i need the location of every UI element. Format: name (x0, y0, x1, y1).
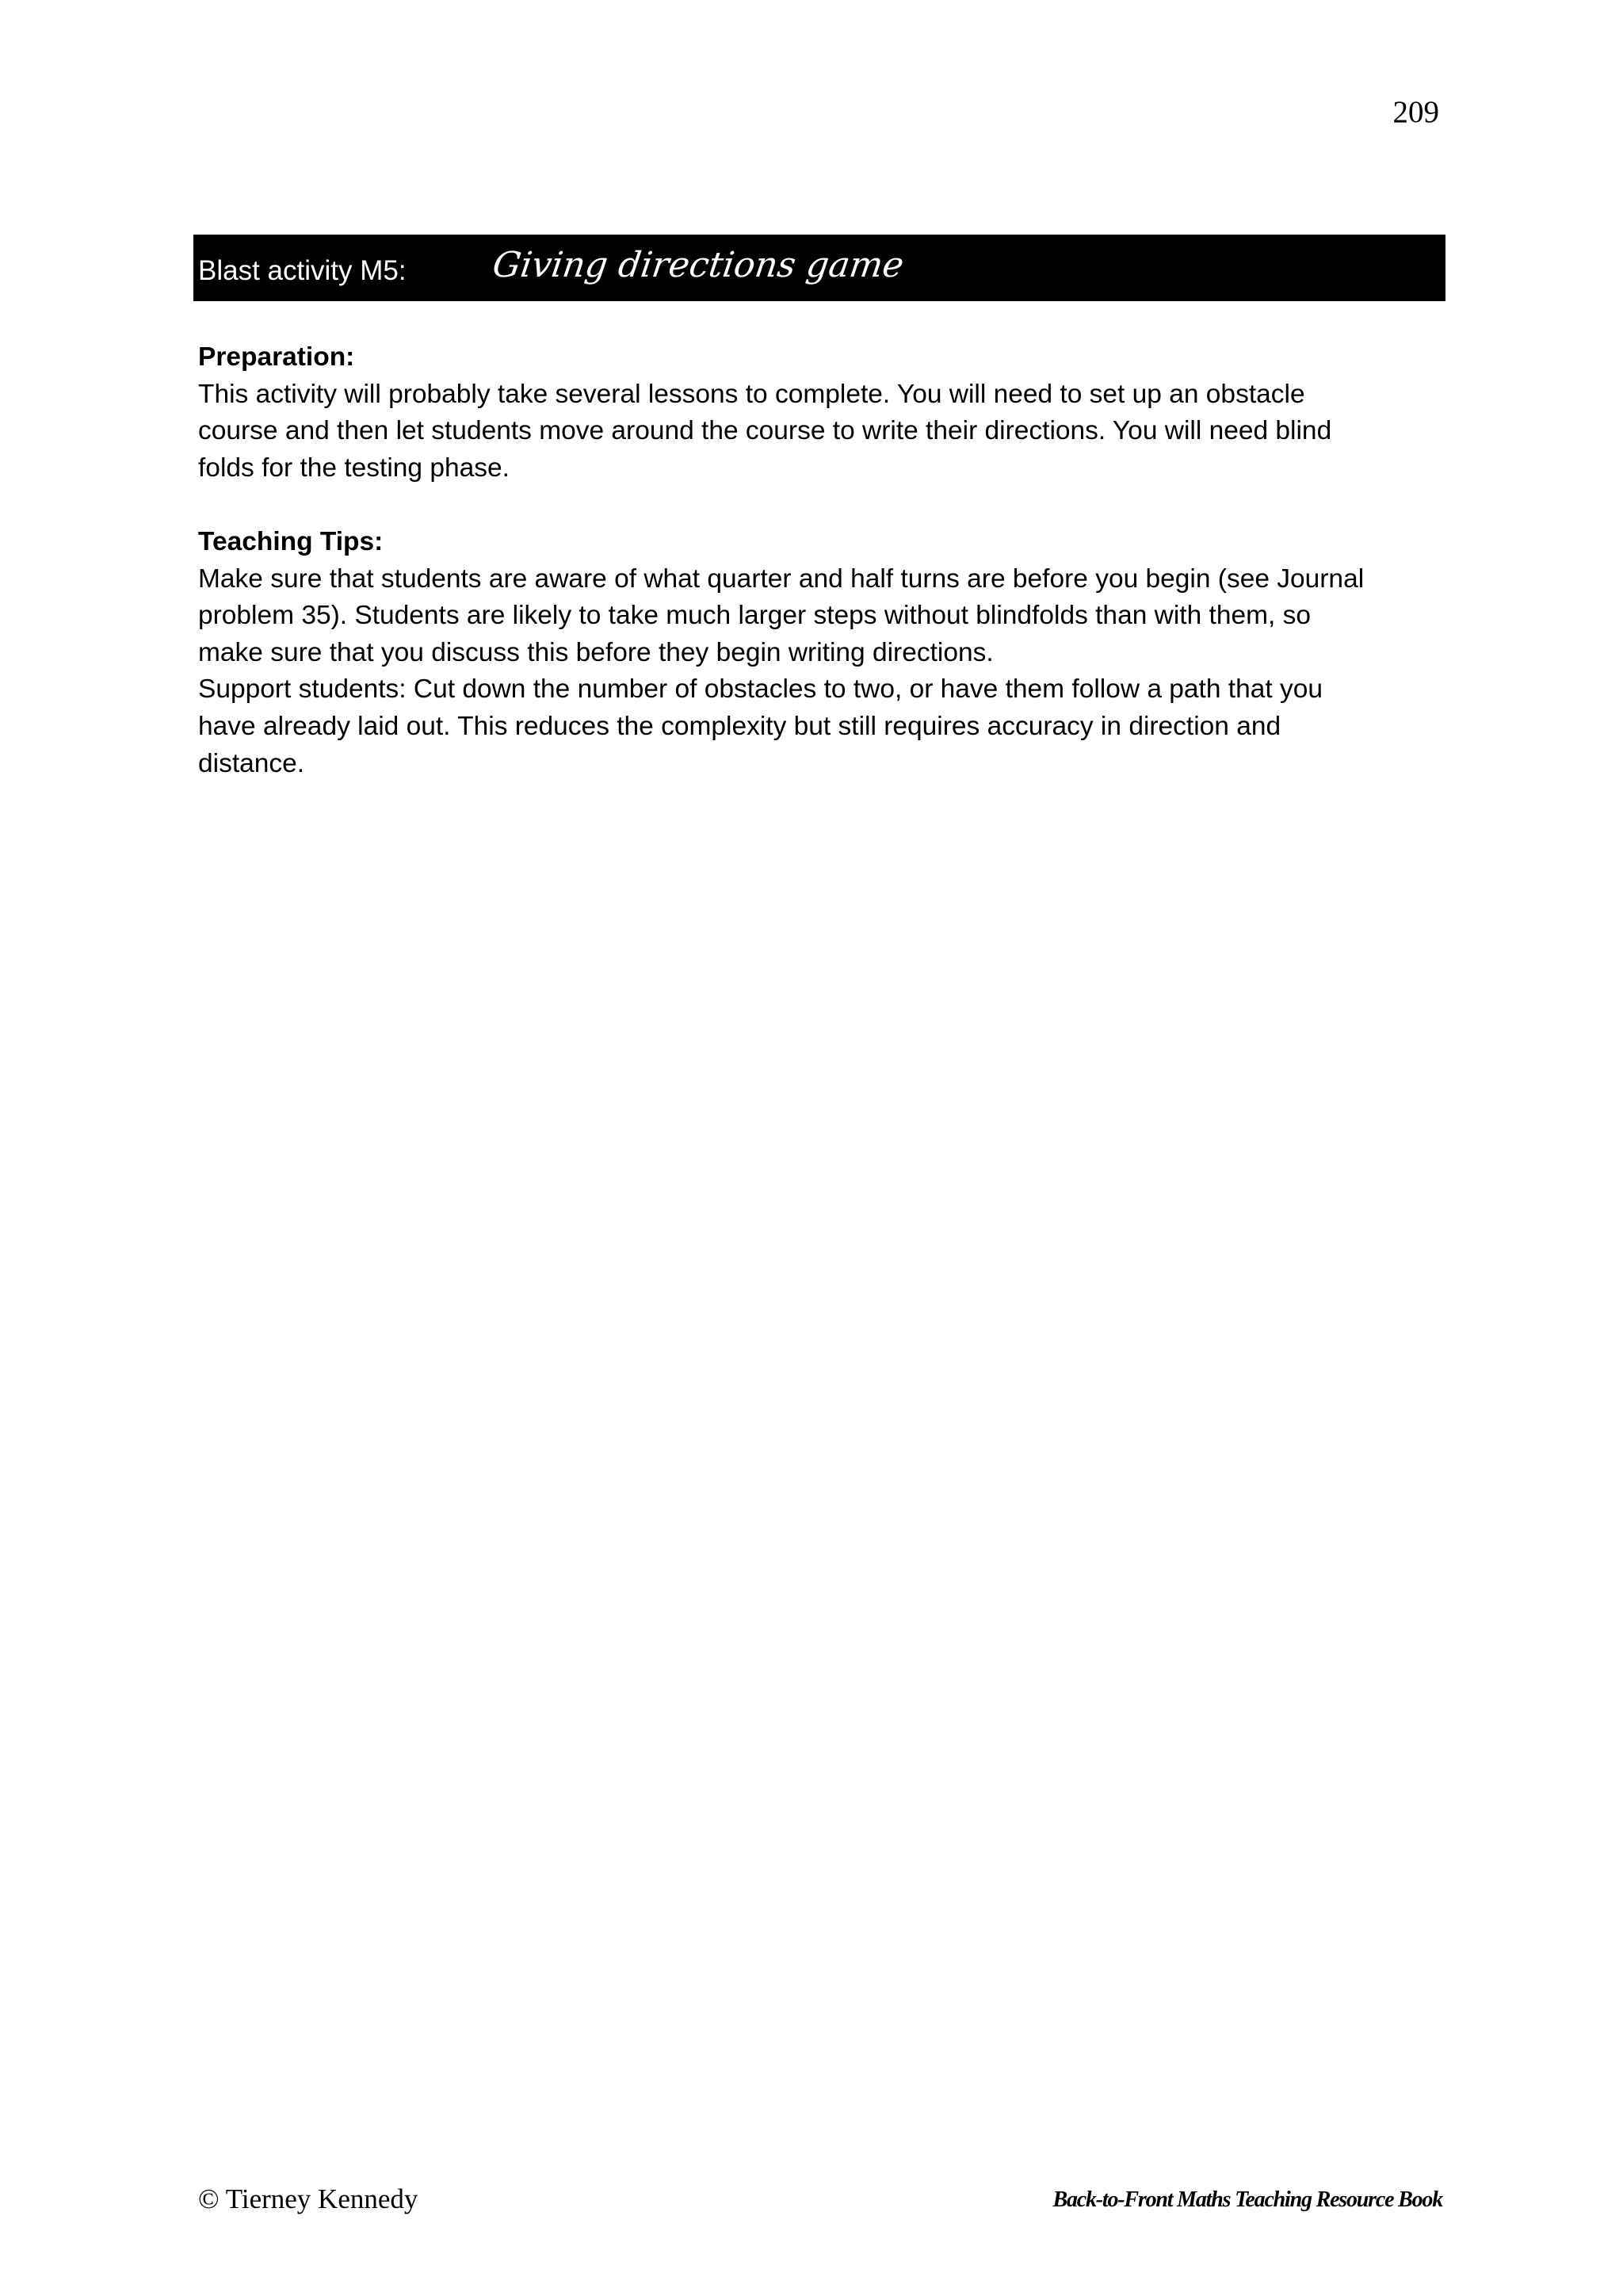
activity-content (198, 339, 1450, 782)
preparation-heading: Preparation: (198, 342, 355, 372)
teaching-tips-line: problem 35). Students are likely to take much larger steps without blindfolds than with them, so (198, 601, 1311, 631)
footer-book-title: Back-to-Front Maths Teaching Resource Book (1052, 2187, 1442, 2212)
activity-title-bar (193, 235, 1445, 301)
page-number: 209 (1392, 95, 1439, 129)
teaching-tips-line: distance. (198, 748, 305, 778)
section-spacer (198, 487, 1450, 524)
footer-copyright: © Tierney Kennedy (198, 2183, 418, 2214)
teaching-tips-line: have already laid out. This reduces the complexity but still requires accuracy in direction and (198, 711, 1281, 741)
preparation-line: This activity will probably take several lessons to complete. You will need to set up an obstacle (198, 379, 1305, 409)
activity-title: Giving directions game (490, 245, 907, 285)
activity-label: Blast activity M5: (198, 255, 407, 286)
preparation-line: course and then let students move around the course to write their directions. You will need blind (198, 416, 1332, 446)
teaching-tips-line: Make sure that students are aware of what quarter and half turns are before you begin (see Journal (198, 563, 1365, 594)
teaching-tips-line: make sure that you discuss this before they begin writing directions. (198, 637, 994, 667)
teaching-tips-heading: Teaching Tips: (198, 526, 384, 556)
teaching-tips-line: Support students: Cut down the number of obstacles to two, or have them follow a path that you (198, 674, 1323, 705)
preparation-line: folds for the testing phase. (198, 453, 510, 483)
